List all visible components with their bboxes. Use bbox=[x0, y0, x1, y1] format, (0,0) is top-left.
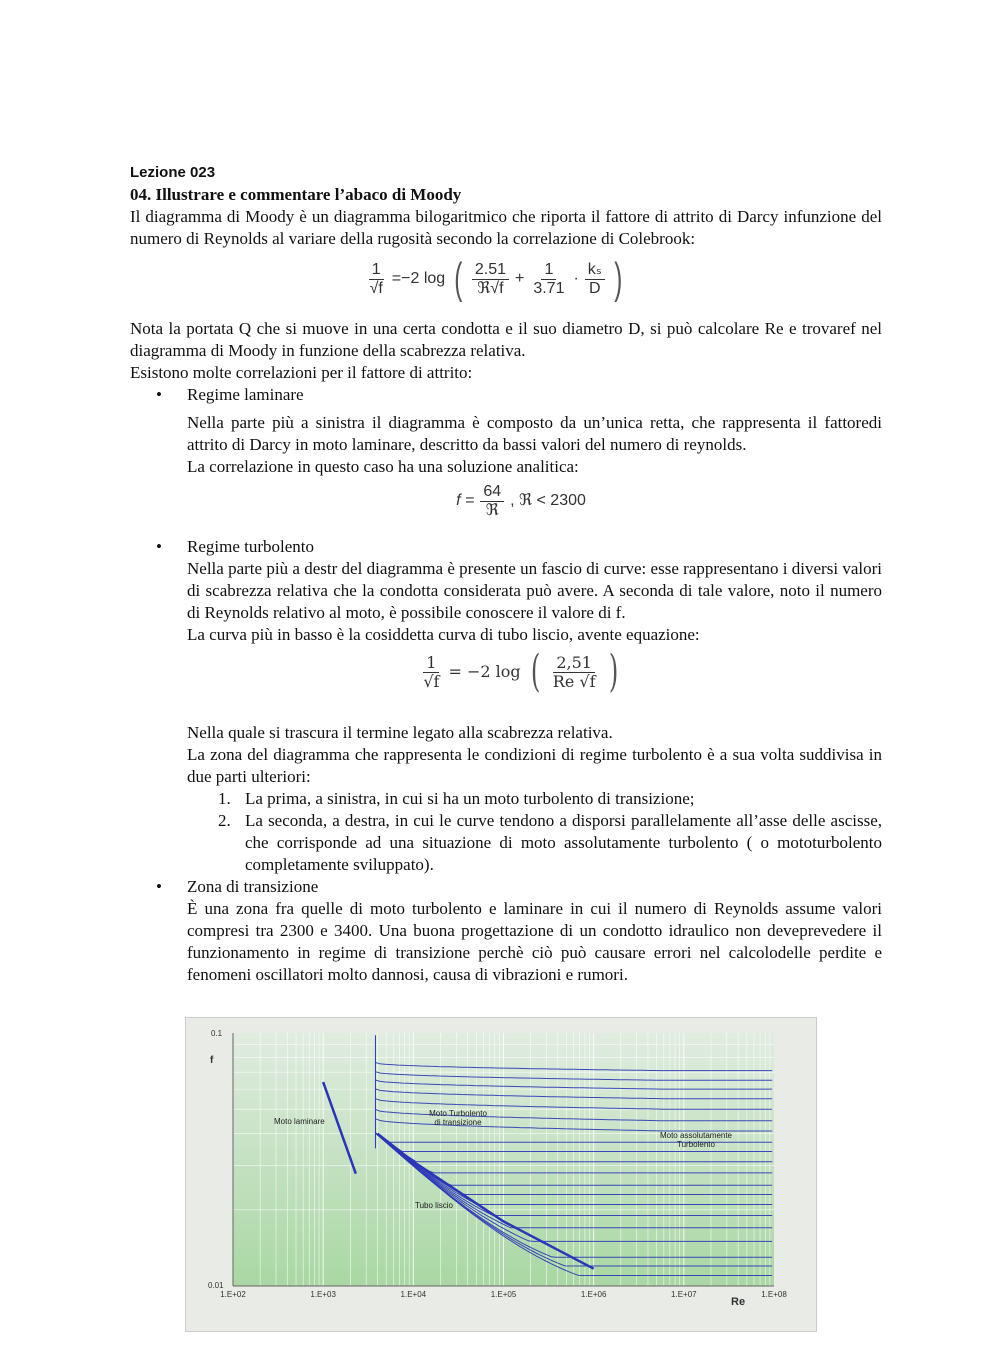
bullet-turbulent bbox=[130, 536, 882, 558]
term2-den: 3.71 bbox=[533, 279, 565, 297]
laminar-heading: Regime laminare bbox=[187, 385, 304, 404]
smooth-pipe-formula bbox=[160, 644, 882, 700]
question-title: 04. Illustrare e commentare l’abaco di Moody bbox=[130, 185, 462, 204]
laminar-condition: , ℜ < 2300 bbox=[510, 492, 586, 509]
laminar-num: 64 bbox=[480, 483, 504, 502]
intro-paragraph: Il diagramma di Moody è un diagramma bilogaritmico che riporta il fattore di attrito di Darcy infunzione del numero di Reynolds al variare della rugosità secondo la correlazione di Colebrook: bbox=[130, 207, 882, 248]
x-tick-label: 1.E+06 bbox=[580, 1290, 607, 1299]
list-item bbox=[130, 810, 882, 876]
item-number: 2. bbox=[218, 811, 231, 830]
chart-annotation: Tubo liscio bbox=[415, 1201, 453, 1210]
term3-num: kₛ bbox=[585, 261, 605, 280]
formula-lhs-num: 1 bbox=[369, 261, 384, 280]
chart-annotation: Moto assolutamente bbox=[659, 1131, 733, 1140]
laminar-text2: La correlazione in questo caso ha una soluzione analitica: bbox=[187, 457, 579, 476]
formula-eq: =−2 log bbox=[391, 270, 446, 287]
lesson-label: Lezione 023 bbox=[130, 164, 216, 181]
bullet-dot: • bbox=[156, 537, 162, 556]
term1-num: 2.51 bbox=[472, 261, 509, 280]
formula-lhs-den: √f bbox=[369, 279, 383, 297]
correlations-intro: Esistono molte correlazioni per il fattore di attrito: bbox=[130, 363, 473, 382]
smooth-frac bbox=[550, 654, 599, 691]
x-tick-label: 1.E+04 bbox=[400, 1290, 427, 1299]
turbulent-text4: La zona del diagramma che rappresenta le condizioni di regime turbolento è a sua volta suddivisa in due parti ulteriori: bbox=[187, 745, 882, 786]
chart-annotation: di transizione bbox=[434, 1118, 482, 1127]
turbulent-text3: Nella quale si trascura il termine legato alla scabrezza relativa. bbox=[187, 723, 613, 742]
y-tick-label: 0.1 bbox=[211, 1029, 223, 1038]
moody-chart bbox=[185, 1017, 817, 1332]
bullet-dot: • bbox=[156, 877, 162, 896]
formula-term2 bbox=[530, 261, 567, 298]
bullet-laminar bbox=[130, 384, 882, 406]
plus-sign: + bbox=[514, 270, 525, 287]
smooth-den: Re √f bbox=[552, 671, 596, 691]
smooth-eq: = −2 log bbox=[448, 662, 521, 681]
item-number: 1. bbox=[218, 789, 231, 808]
right-paren: ) bbox=[614, 254, 623, 303]
formula-term3 bbox=[585, 261, 605, 298]
laminar-text: Nella parte più a sinistra il diagramma è composto da un’unica retta, che rappresenta il fattoredi attrito di Darcy in moto laminare, descritto da bassi valori del numero di reynolds. bbox=[187, 413, 882, 454]
transition-heading: Zona di transizione bbox=[187, 877, 319, 896]
document-page bbox=[130, 162, 882, 986]
x-tick-label: 1.E+03 bbox=[310, 1290, 336, 1299]
colebrook-formula bbox=[110, 252, 882, 306]
dot-sign: · bbox=[573, 270, 579, 287]
flow-paragraph: Nota la portata Q che si muove in una certa condotta e il suo diametro D, si può calcolare Re e trovaref nel diagramma di Moody in funzione della scabrezza relativa. bbox=[130, 319, 882, 360]
bullet-dot: • bbox=[156, 385, 162, 404]
smooth-lhs-den: √f bbox=[423, 671, 440, 691]
x-tick-label: 1.E+08 bbox=[761, 1290, 787, 1299]
chart-annotation: Moto Turbolento bbox=[429, 1109, 487, 1118]
item-text: La prima, a sinistra, in cui si ha un moto turbolento di transizione; bbox=[245, 789, 695, 808]
x-tick-label: 1.E+05 bbox=[490, 1290, 517, 1299]
smooth-left-paren: ( bbox=[530, 646, 540, 697]
smooth-lhs-num: 1 bbox=[423, 654, 439, 673]
turbulent-heading: Regime turbolento bbox=[187, 537, 315, 556]
term1-den: ℜ√f bbox=[477, 279, 504, 297]
laminar-formula-frac bbox=[480, 483, 504, 520]
bullet-transition bbox=[130, 876, 882, 898]
laminar-formula bbox=[160, 478, 882, 524]
formula-term1 bbox=[472, 261, 509, 298]
turbulent-text2: La curva più in basso è la cosiddetta curva di tubo liscio, avente equazione: bbox=[187, 625, 700, 644]
chart-annotation: Moto laminare bbox=[274, 1117, 325, 1126]
x-axis-label: Re bbox=[731, 1296, 746, 1308]
laminar-formula-lhs: f = bbox=[456, 492, 475, 509]
laminar-den: ℜ bbox=[485, 501, 499, 519]
chart-annotation: Turbolento bbox=[677, 1140, 715, 1149]
smooth-lhs bbox=[420, 654, 442, 691]
formula-lhs bbox=[367, 261, 386, 298]
term3-den: D bbox=[589, 279, 601, 297]
list-item bbox=[130, 788, 882, 810]
y-tick-label: 0.01 bbox=[208, 1281, 224, 1290]
smooth-right-paren: ) bbox=[608, 646, 618, 697]
y-axis-label: f bbox=[210, 1055, 214, 1066]
x-tick-label: 1.E+02 bbox=[220, 1290, 246, 1299]
item-text: La seconda, a destra, in cui le curve tendono a disporsi parallelamente all’asse delle ascisse, che corrisponde ad una situazione di moto assolutamente turbolento ( o mototurbolento completamente sviluppato). bbox=[245, 811, 882, 874]
term2-num: 1 bbox=[541, 261, 556, 280]
moody-chart-svg bbox=[186, 1018, 816, 1331]
transition-text: È una zona fra quelle di moto turbolento e laminare in cui il numero di Reynolds assume valori compresi tra 2300 e 3400. Una buona progettazione di un condotto idraulico non deveprevedere il funzionamento in regime di transizione perchè ciò può causare errori nel calcolodelle perdite e fenomeni oscillatori molto dannosi, causa di vibrazioni e rumori. bbox=[187, 899, 882, 984]
turbulent-text: Nella parte più a destr del diagramma è presente un fascio di curve: esse rappresentano i diversi valori di scabrezza relativa che la condotta considerata può avere. A seconda di tale valore, noto il numero di Reynolds relativo al moto, è possibile conoscere il valore di f. bbox=[187, 559, 882, 622]
left-paren: ( bbox=[454, 254, 463, 303]
x-tick-label: 1.E+07 bbox=[671, 1290, 697, 1299]
smooth-num: 2,51 bbox=[553, 654, 595, 673]
